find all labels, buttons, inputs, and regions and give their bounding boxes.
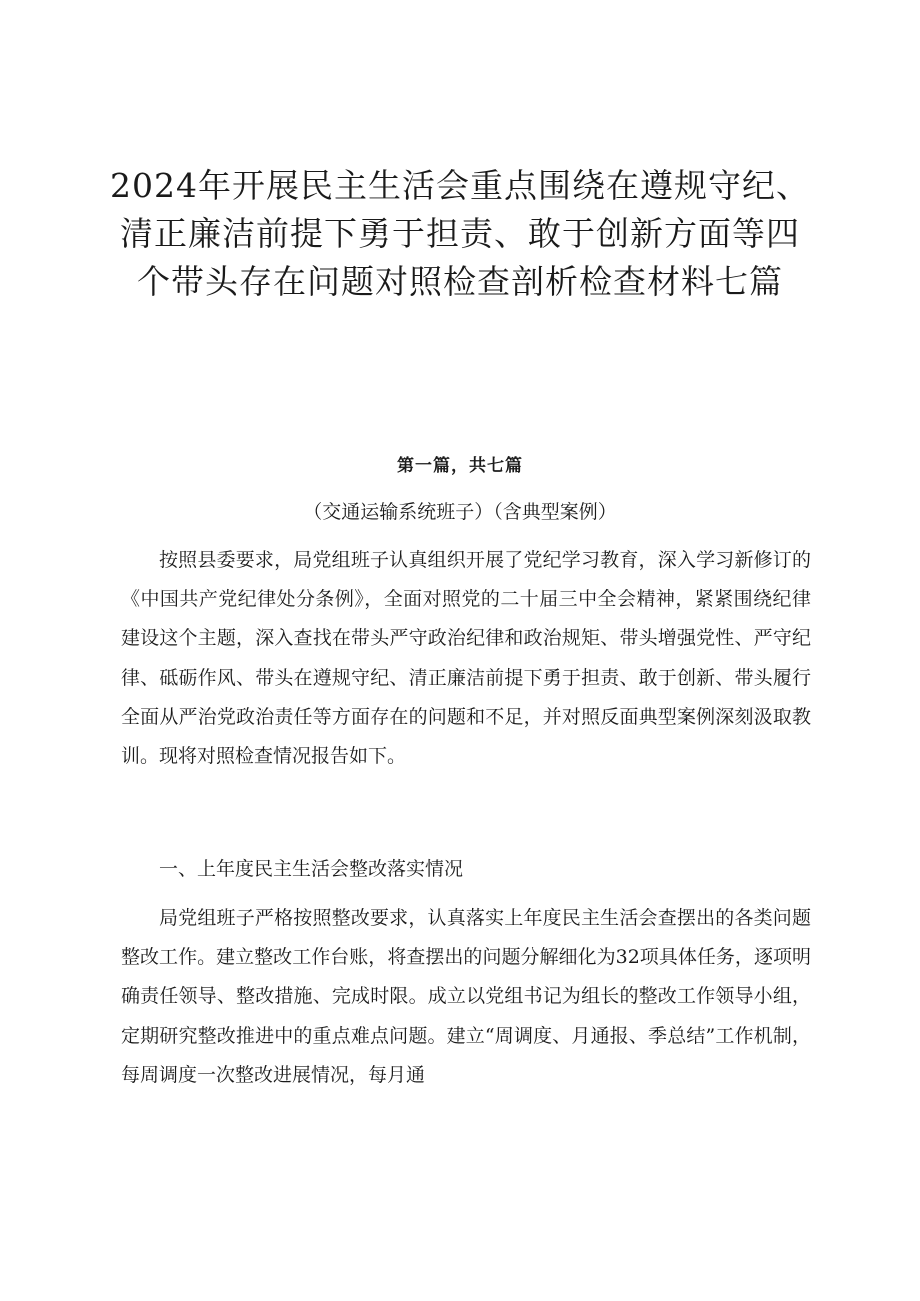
section-paragraph: 局党组班子严格按照整改要求，认真落实上年度民主生活会查摆出的各类问题整改工作。建立整改工作台账，将查摆出的问题分解细化为32项具体任务，逐项明确责任领导、整改措施、完成时限。成立以党组书记为组长的整改工作领导小组，定期研究整改推进中的重点难点问题。建立“周调度、月通报、季总结”工作机制，每周调度一次整改进展情况，每月通 (121, 907, 811, 1086)
intro-paragraph: 按照县委要求，局党组班子认真组织开展了党纪学习教育，深入学习新修订的《中国共产党纪律处分条例》，全面对照党的二十届三中全会精神，紧紧围绕纪律建设这个主题，深入查找在带头严守政治纪律和政治规矩、带头增强党性、严守纪律、砥砺作风、带头在遵规守纪、清正廉洁前提下勇于担责、敢于创新、带头履行全面从严治党政治责任等方面存在的问题和不足，并对照反面典型案例深刻汲取教训。现将对照检查情况报告如下。 (121, 549, 811, 768)
document-tagline: （交通运输系统班子）（含典型案例） (303, 501, 617, 523)
document-subtitle: 第一篇，共七篇 (397, 456, 523, 476)
document-title: 2024年开展民主生活会重点围绕在遵规守纪、清正廉洁前提下勇于担责、敢于创新方面等四个带头存在问题对照检查剖析检查材料七篇 (110, 166, 810, 301)
section-heading: 一、上年度民主生活会整改落实情况 (159, 858, 464, 880)
